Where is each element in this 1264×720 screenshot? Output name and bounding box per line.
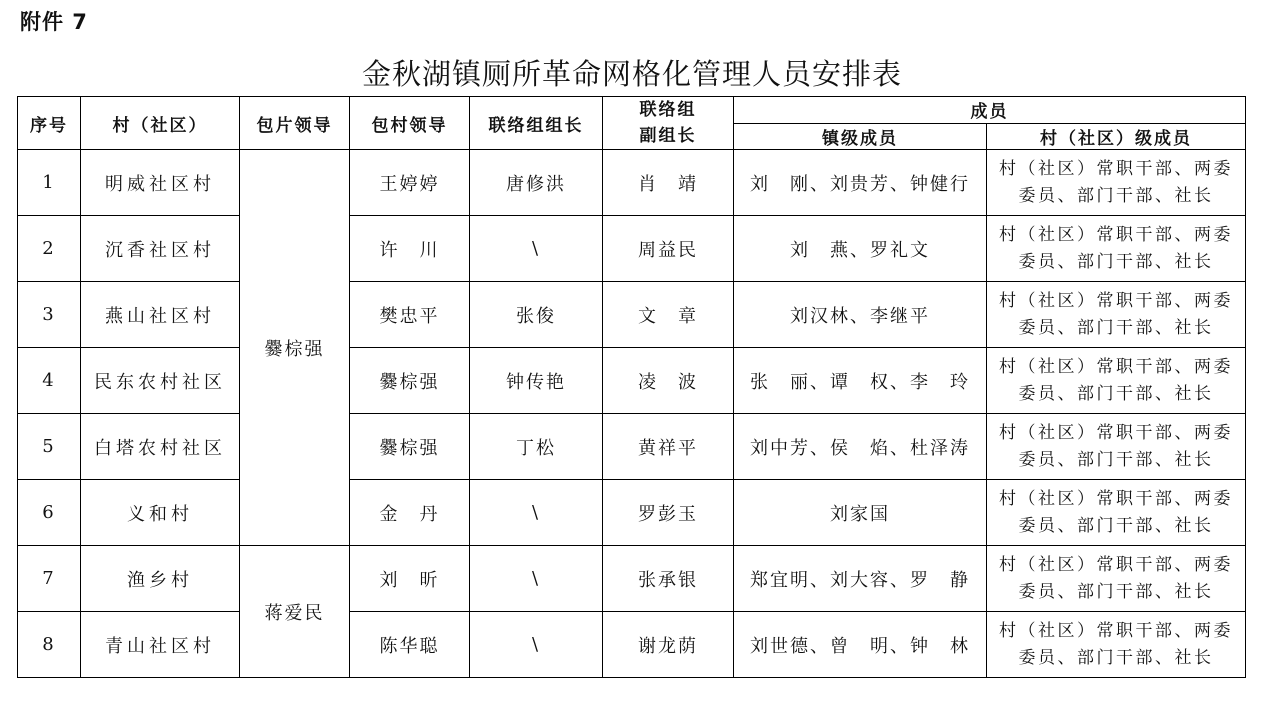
cell-group-leader: \ xyxy=(470,546,603,612)
cell-village-members: 村（社区）常职干部、两委委员、部门干部、社长 xyxy=(987,150,1246,216)
cell-village-members: 村（社区）常职干部、两委委员、部门干部、社长 xyxy=(987,480,1246,546)
cell-deputy: 文 章 xyxy=(603,282,734,348)
header-members: 成员 xyxy=(734,97,1246,124)
cell-village-leader: 王婷婷 xyxy=(350,150,470,216)
cell-village-members: 村（社区）常职干部、两委委员、部门干部、社长 xyxy=(987,348,1246,414)
cell-village-leader: 爨棕强 xyxy=(350,414,470,480)
cell-village: 渔乡村 xyxy=(81,546,240,612)
cell-village: 白塔农村社区 xyxy=(81,414,240,480)
cell-town-members: 刘 刚、刘贵芳、钟健行 xyxy=(734,150,987,216)
header-seq: 序号 xyxy=(18,97,81,150)
cell-village: 沉香社区村 xyxy=(81,216,240,282)
cell-group-leader: 张俊 xyxy=(470,282,603,348)
cell-village-leader: 爨棕强 xyxy=(350,348,470,414)
table-row xyxy=(18,546,1246,612)
header-group-leader: 联络组组长 xyxy=(470,97,603,150)
cell-deputy: 谢龙荫 xyxy=(603,612,734,678)
header-deputy-line1: 联络组 xyxy=(639,100,697,120)
cell-town-members: 刘中芳、侯 焰、杜泽涛 xyxy=(734,414,987,480)
header-village: 村（社区） xyxy=(81,97,240,150)
cell-seq: 6 xyxy=(18,480,81,546)
table-row xyxy=(18,216,1246,282)
header-town-members: 镇级成员 xyxy=(734,123,987,150)
cell-village-leader: 许 川 xyxy=(350,216,470,282)
attachment-label: 附件 7 xyxy=(20,10,88,34)
cell-village: 义和村 xyxy=(81,480,240,546)
header-deputy xyxy=(603,97,734,150)
table-row xyxy=(18,150,1246,216)
table-row xyxy=(18,348,1246,414)
cell-village: 燕山社区村 xyxy=(81,282,240,348)
cell-town-members: 刘家国 xyxy=(734,480,987,546)
page-title: 金秋湖镇厕所革命网格化管理人员安排表 xyxy=(361,57,902,91)
cell-deputy: 张承银 xyxy=(603,546,734,612)
cell-seq: 5 xyxy=(18,414,81,480)
staff-arrangement-table xyxy=(17,96,1246,678)
cell-town-members: 刘世德、曾 明、钟 林 xyxy=(734,612,987,678)
cell-village-members: 村（社区）常职干部、两委委员、部门干部、社长 xyxy=(987,216,1246,282)
cell-group-leader: \ xyxy=(470,216,603,282)
cell-village-members: 村（社区）常职干部、两委委员、部门干部、社长 xyxy=(987,546,1246,612)
cell-village: 明威社区村 xyxy=(81,150,240,216)
header-village-members: 村（社区）级成员 xyxy=(987,123,1246,150)
table-row xyxy=(18,612,1246,678)
cell-area-leader: 蒋爱民 xyxy=(240,546,350,678)
cell-seq: 4 xyxy=(18,348,81,414)
cell-seq: 8 xyxy=(18,612,81,678)
cell-town-members: 郑宜明、刘大容、罗 静 xyxy=(734,546,987,612)
cell-village: 青山社区村 xyxy=(81,612,240,678)
cell-deputy: 黄祥平 xyxy=(603,414,734,480)
cell-village: 民东农村社区 xyxy=(81,348,240,414)
cell-village-leader: 金 丹 xyxy=(350,480,470,546)
cell-deputy: 凌 波 xyxy=(603,348,734,414)
cell-town-members: 刘汉林、李继平 xyxy=(734,282,987,348)
header-area-leader: 包片领导 xyxy=(240,97,350,150)
header-deputy-line2: 副组长 xyxy=(639,126,697,146)
cell-village-members: 村（社区）常职干部、两委委员、部门干部、社长 xyxy=(987,612,1246,678)
cell-group-leader: 钟传艳 xyxy=(470,348,603,414)
cell-town-members: 刘 燕、罗礼文 xyxy=(734,216,987,282)
cell-town-members: 张 丽、谭 权、李 玲 xyxy=(734,348,987,414)
cell-seq: 7 xyxy=(18,546,81,612)
cell-group-leader: 唐修洪 xyxy=(470,150,603,216)
cell-area-leader: 爨棕强 xyxy=(240,150,350,546)
table-row xyxy=(18,414,1246,480)
cell-group-leader: \ xyxy=(470,612,603,678)
cell-group-leader: 丁松 xyxy=(470,414,603,480)
cell-deputy: 罗彭玉 xyxy=(603,480,734,546)
table-row xyxy=(18,282,1246,348)
cell-village-leader: 陈华聪 xyxy=(350,612,470,678)
cell-village-members: 村（社区）常职干部、两委委员、部门干部、社长 xyxy=(987,282,1246,348)
cell-village-members: 村（社区）常职干部、两委委员、部门干部、社长 xyxy=(987,414,1246,480)
cell-group-leader: \ xyxy=(470,480,603,546)
cell-seq: 2 xyxy=(18,216,81,282)
header-village-leader: 包村领导 xyxy=(350,97,470,150)
cell-village-leader: 樊忠平 xyxy=(350,282,470,348)
cell-seq: 1 xyxy=(18,150,81,216)
cell-deputy: 肖 靖 xyxy=(603,150,734,216)
cell-village-leader: 刘 昕 xyxy=(350,546,470,612)
cell-deputy: 周益民 xyxy=(603,216,734,282)
table-row xyxy=(18,480,1246,546)
cell-seq: 3 xyxy=(18,282,81,348)
